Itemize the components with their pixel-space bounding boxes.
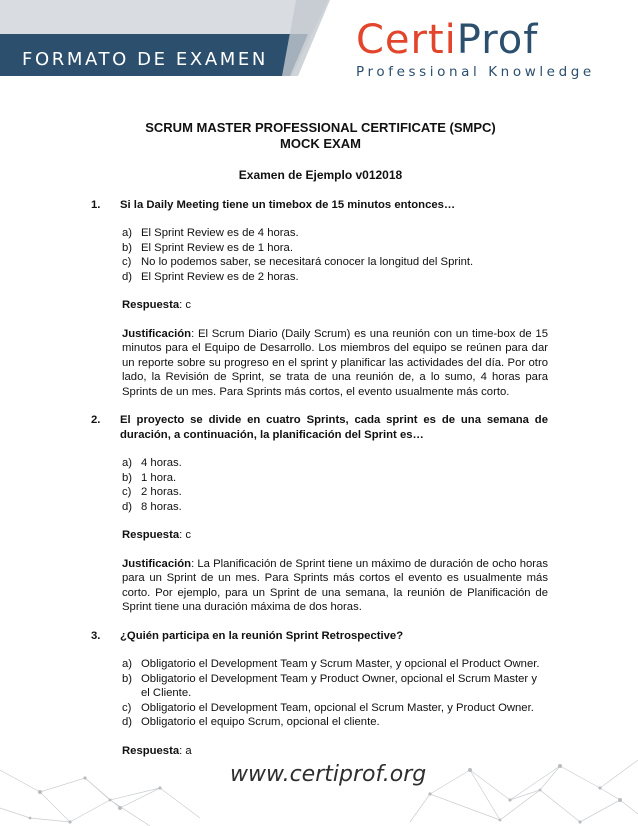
banner-title: FORMATO DE EXAMEN [22,49,268,70]
option-c: c) No lo podemos saber, se necesitará conocer la longitud del Sprint. [122,256,474,268]
exam-content [93,120,548,758]
option-a: a) 4 horas. [122,457,182,469]
option-b: b) 1 hora. [122,471,177,484]
question-text: Si la Daily Meeting tiene un timebox de 15 minutos entonces… [120,198,456,211]
question-number: 3. [91,629,101,642]
justification-text: : El Scrum Diario (Daily Scrum) es una reunión con un time-box de 15 minutos para el Equipo de Desarrollo. Los miembros del equipo se reúnen para dar un reporte sobre su progreso en el sprint y planificar las actividades del día. Por otro lado, la Revisión de Sprint, se trata de una reunión de, a lo sumo, 4 horas para Sprints de un mes. Para Sprints más cortos, el evento usualmente más corto. [122,327,548,398]
question-1 [91,198,548,213]
question-2-justification [122,557,548,615]
logo-tagline: Professional Knowledge [356,64,595,80]
option-c: c) Obligatorio el Development Team, opcional el Scrum Master, y Product Owner. [122,701,534,714]
option-d: d) Obligatorio el equipo Scrum, opcional el cliente. [122,716,380,728]
answer-value: : a [179,744,192,757]
question-2 [91,413,548,442]
exam-title-line1: SCRUM MASTER PROFESSIONAL CERTIFICATE (SMPC) [145,120,496,135]
exam-title-line2: MOCK EXAM [280,136,361,151]
answer-label: Respuesta [122,299,180,311]
question-1-options [122,226,548,284]
exam-title [93,120,548,152]
justification-label: Justificación [122,327,192,340]
question-3-options [122,657,548,730]
question-1-justification [122,327,548,400]
exam-subtitle: Examen de Ejemplo v012018 [238,168,403,182]
option-b: b) Obligatorio el Development Team y Product Owner, opcional el Scrum Master y el Cliente. [122,672,537,699]
logo-certi-text: Certi [356,17,457,63]
option-c: c) 2 horas. [122,486,182,498]
answer-label: Respuesta [122,529,180,541]
logo-prof-text: Prof [456,17,539,63]
option-a: a) El Sprint Review es de 4 horas. [122,227,299,239]
justification-label: Justificación [122,557,192,570]
question-2-options [122,456,548,514]
option-b: b) El Sprint Review es de 1 hora. [122,241,293,254]
question-number: 1. [91,198,101,211]
question-text: El proyecto se divide en cuatro Sprints, cada sprint es de una semana de duración, a continuación, la planificación del Sprint es… [120,414,548,441]
answer-label: Respuesta [122,744,180,757]
question-1-answer [122,298,548,313]
page-footer [0,730,638,826]
question-3 [91,629,548,644]
option-a: a) Obligatorio el Development Team y Scrum Master, y opcional el Product Owner. [122,658,540,670]
question-text: ¿Quién participa en la reunión Sprint Retrospective? [120,629,404,642]
website-url[interactable]: www.certiprof.org [230,762,427,787]
option-d: d) 8 horas. [122,500,182,513]
justification-text: : La Planificación de Sprint tiene un máximo de duración de ocho horas para un Sprint de un mes. Para Sprints más cortos el evento es usualmente más corto. Por ejemplo, para un Sprint de una semana, la reunión de Planificación de Sprint tiene una duración máxima de dos horas. [122,557,548,613]
certiprof-logo[interactable] [356,18,628,80]
question-2-answer [122,528,548,543]
question-number: 2. [91,414,101,426]
page-header [0,0,638,92]
answer-value: : c [179,529,192,541]
answer-value: : c [179,299,192,311]
option-d: d) El Sprint Review es de 2 horas. [122,270,299,283]
